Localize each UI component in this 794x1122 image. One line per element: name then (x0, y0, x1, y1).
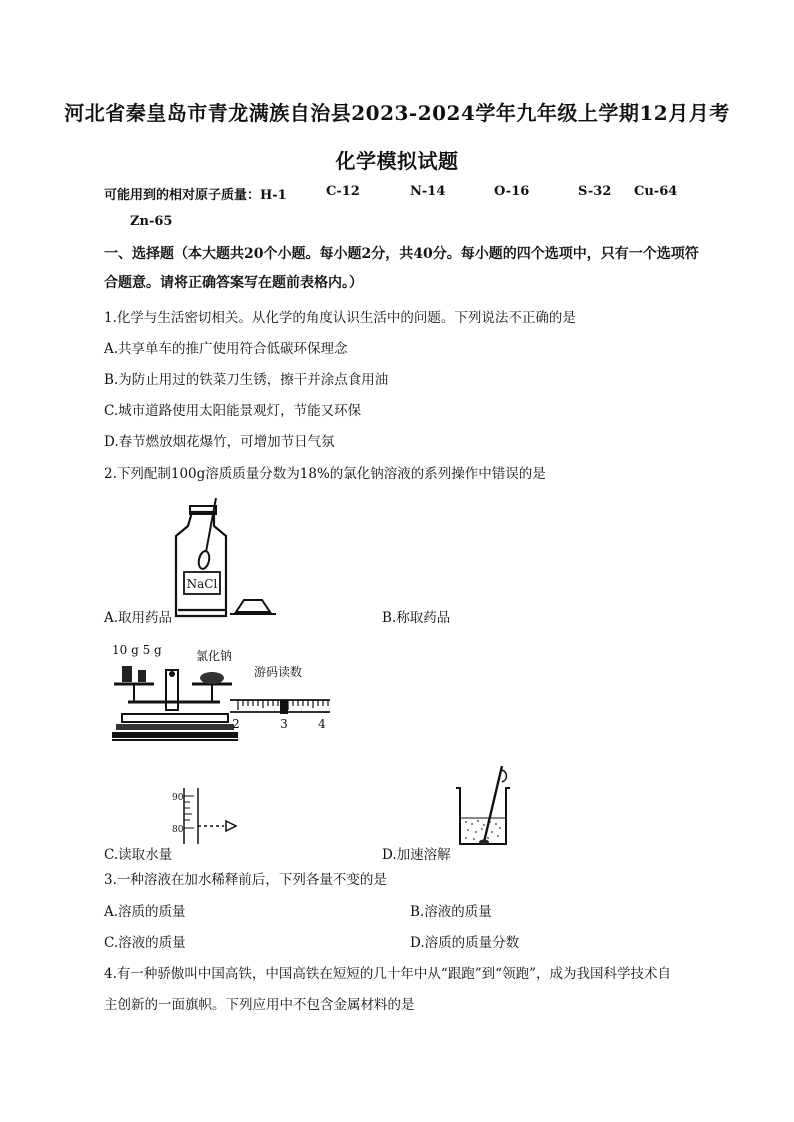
q2-option-a: A.取用药品 (104, 610, 173, 626)
q1-option-c: C.城市道路使用太阳能景观灯，节能又环保 (104, 403, 362, 419)
mass-zn: Zn-65 (130, 214, 173, 229)
rider-tick-2: 2 (232, 717, 240, 731)
cylinder-tick-90: 90 (172, 793, 184, 803)
q1-option-a: A.共享单车的推广使用符合低碳环保理念 (104, 341, 348, 357)
q3-option-b: B.溶液的质量 (410, 904, 492, 920)
mass-s: S-32 (578, 184, 612, 199)
substance-label: 氯化钠 (196, 649, 233, 663)
q1-option-d: D.春节燃放烟花爆竹，可增加节日气氛 (104, 434, 335, 450)
q1-option-b: B.为防止用过的铁菜刀生锈，擦干并涂点食用油 (104, 372, 389, 388)
q3-option-c: C.溶液的质量 (104, 935, 186, 951)
nacl-label: NaCl (186, 577, 218, 591)
mass-o: O-16 (494, 184, 530, 199)
q4-stem-line2: 主创新的一面旗帜。下列应用中不包含金属材料的是 (104, 997, 415, 1013)
cylinder-tick-80: 80 (172, 825, 184, 835)
q2-option-b: B.称取药品 (382, 610, 451, 626)
mass-h: 可能用到的相对原子质量：H-1 (104, 188, 287, 203)
mass-c: C-12 (326, 184, 360, 199)
q1-stem: 1.化学与生活密切相关。从化学的角度认识生活中的问题。下列说法不正确的是 (104, 310, 576, 326)
q3-option-a: A.溶质的质量 (104, 904, 186, 920)
page-title: 河北省秦皇岛市青龙满族自治县2023-2024学年九年级上学期12月月考 (64, 101, 730, 125)
q2-stem: 2.下列配制100g溶质质量分数为18%的氯化钠溶液的系列操作中错误的是 (104, 466, 546, 482)
section-heading: 一、选择题（本大题共20个小题。每小题2分，共40分。每小题的四个选项中，只有一个选项符合题意。请将正确答案写在题前表格内。） (104, 246, 699, 291)
mass-cu: Cu-64 (634, 184, 678, 199)
rider-tick-4: 4 (318, 717, 326, 731)
balance-figure (108, 640, 338, 750)
q3-stem: 3.一种溶液在加水稀释前后，下列各量不变的是 (104, 872, 387, 888)
rider-reading-label: 游码读数 (254, 665, 303, 679)
weights-label: 10 g 5 g (112, 643, 162, 657)
rider-tick-3: 3 (280, 717, 288, 731)
mass-n: N-14 (410, 184, 446, 199)
reagent-bottle-figure (170, 494, 280, 624)
graduated-cylinder-figure (168, 786, 258, 846)
q2-option-c: C.读取水量 (104, 847, 173, 863)
q4-stem-line1: 4.有一种骄傲叫中国高铁，中国高铁在短短的几十年中从“跟跑”到“领跑”，成为我国科学技术自 (104, 966, 671, 982)
q3-option-d: D.溶质的质量分数 (410, 935, 520, 951)
page-subtitle: 化学模拟试题 (335, 149, 459, 173)
q2-option-d: D.加速溶解 (382, 847, 451, 863)
beaker-stirring-figure (452, 762, 522, 852)
